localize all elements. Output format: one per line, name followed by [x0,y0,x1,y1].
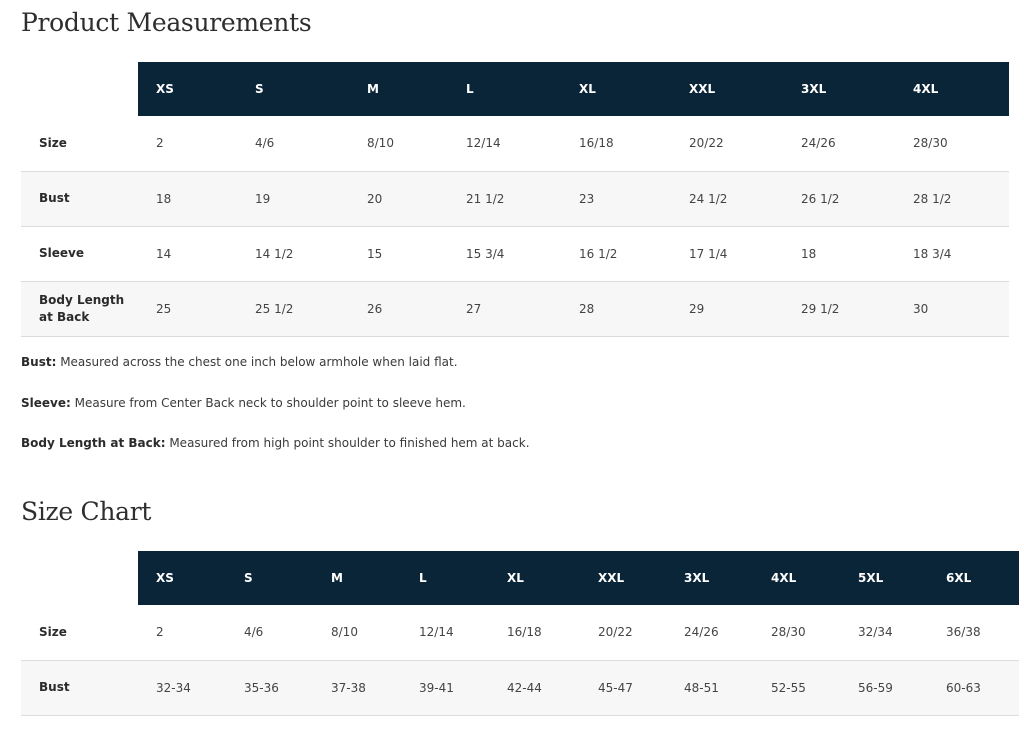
measurements-size-header: XS [138,62,237,116]
measurements-cell: 18 [783,226,895,281]
measurements-size-header: XXL [671,62,783,116]
measurements-cell: 24 1/2 [671,171,783,226]
measurements-cell: 16/18 [561,116,671,171]
size-chart-size-header: 6XL [928,551,1019,605]
measurements-header-row [21,62,1009,116]
measurements-cell: 16 1/2 [561,226,671,281]
measurements-row [21,226,1009,281]
measurement-note [21,435,1001,476]
size-chart-header-row [21,551,1019,605]
measurements-cell: 28 1/2 [895,171,1009,226]
size-chart-cell: 12/14 [401,605,489,660]
measurements-cell: 15 3/4 [448,226,561,281]
size-chart-size-header: XS [138,551,226,605]
note-term: Bust: [21,355,57,369]
measurements-row-label: Body Length at Back [21,281,138,336]
size-chart-table [21,551,1019,716]
size-chart-cell: 36/38 [928,605,1019,660]
measurements-row [21,171,1009,226]
size-chart-title: Size Chart [21,497,152,526]
measurements-cell: 25 [138,281,237,336]
measurements-cell: 17 1/4 [671,226,783,281]
size-chart-size-header: XXL [580,551,666,605]
size-chart-size-header: 5XL [840,551,928,605]
size-chart-cell: 4/6 [226,605,313,660]
size-chart-size-header: S [226,551,313,605]
size-chart-cell: 16/18 [489,605,580,660]
size-chart-cell: 42-44 [489,660,580,715]
size-chart-cell: 56-59 [840,660,928,715]
size-chart-row [21,605,1019,660]
measurements-cell: 24/26 [783,116,895,171]
measurements-cell: 14 [138,226,237,281]
measurements-cell: 14 1/2 [237,226,349,281]
size-chart-cell: 32/34 [840,605,928,660]
note-text: Measured from high point shoulder to finished hem at back. [165,436,530,450]
measurements-row [21,116,1009,171]
size-chart-cell: 8/10 [313,605,401,660]
note-term: Body Length at Back: [21,436,166,450]
size-chart-cell: 45-47 [580,660,666,715]
measurements-size-header: M [349,62,448,116]
measurements-cell: 29 [671,281,783,336]
size-chart-cell: 28/30 [753,605,840,660]
measurements-title: Product Measurements [21,8,312,37]
size-chart-cell: 37-38 [313,660,401,715]
measurements-cell: 26 [349,281,448,336]
measurements-row [21,281,1009,336]
size-chart-size-header: L [401,551,489,605]
measurements-cell: 28 [561,281,671,336]
measurements-cell: 2 [138,116,237,171]
measurement-note [21,354,1001,395]
measurements-cell: 20 [349,171,448,226]
measurement-notes [21,354,1001,476]
measurements-table [21,62,1009,337]
size-chart-cell: 20/22 [580,605,666,660]
size-chart-cell: 60-63 [928,660,1019,715]
note-term: Sleeve: [21,395,71,410]
measurements-row-label: Sleeve [21,226,138,281]
size-chart-size-header: XL [489,551,580,605]
measurement-note [21,395,1001,436]
size-chart-size-header: M [313,551,401,605]
size-chart-cell: 52-55 [753,660,840,715]
size-chart-row-label: Size [21,605,138,660]
measurements-cell: 23 [561,171,671,226]
size-chart-header-corner [21,551,138,605]
measurements-size-header: 3XL [783,62,895,116]
measurements-size-header: L [448,62,561,116]
size-chart-row-label: Bust [21,660,138,715]
measurements-size-header: XL [561,62,671,116]
measurements-cell: 8/10 [349,116,448,171]
measurements-header-corner [21,62,138,116]
size-chart-cell: 48-51 [666,660,753,715]
measurements-cell: 21 1/2 [448,171,561,226]
note-text: Measured across the chest one inch below armhole when laid flat. [56,355,458,369]
measurements-cell: 18 3/4 [895,226,1009,281]
measurements-row-label: Size [21,116,138,171]
size-chart-cell: 2 [138,605,226,660]
measurements-cell: 28/30 [895,116,1009,171]
size-chart-cell: 35-36 [226,660,313,715]
measurements-cell: 25 1/2 [237,281,349,336]
size-chart-cell: 39-41 [401,660,489,715]
size-chart-cell: 24/26 [666,605,753,660]
measurements-row-label: Bust [21,171,138,226]
measurements-cell: 26 1/2 [783,171,895,226]
measurements-cell: 30 [895,281,1009,336]
measurements-size-header: S [237,62,349,116]
measurements-size-header: 4XL [895,62,1009,116]
size-chart-size-header: 4XL [753,551,840,605]
measurements-cell: 20/22 [671,116,783,171]
measurements-cell: 15 [349,226,448,281]
size-chart-row [21,660,1019,715]
measurements-cell: 18 [138,171,237,226]
measurements-cell: 29 1/2 [783,281,895,336]
measurements-cell: 19 [237,171,349,226]
size-chart-size-header: 3XL [666,551,753,605]
note-text: Measure from Center Back neck to shoulder point to sleeve hem. [70,395,466,410]
measurements-cell: 4/6 [237,116,349,171]
measurements-cell: 27 [448,281,561,336]
size-chart-cell: 32-34 [138,660,226,715]
measurements-cell: 12/14 [448,116,561,171]
